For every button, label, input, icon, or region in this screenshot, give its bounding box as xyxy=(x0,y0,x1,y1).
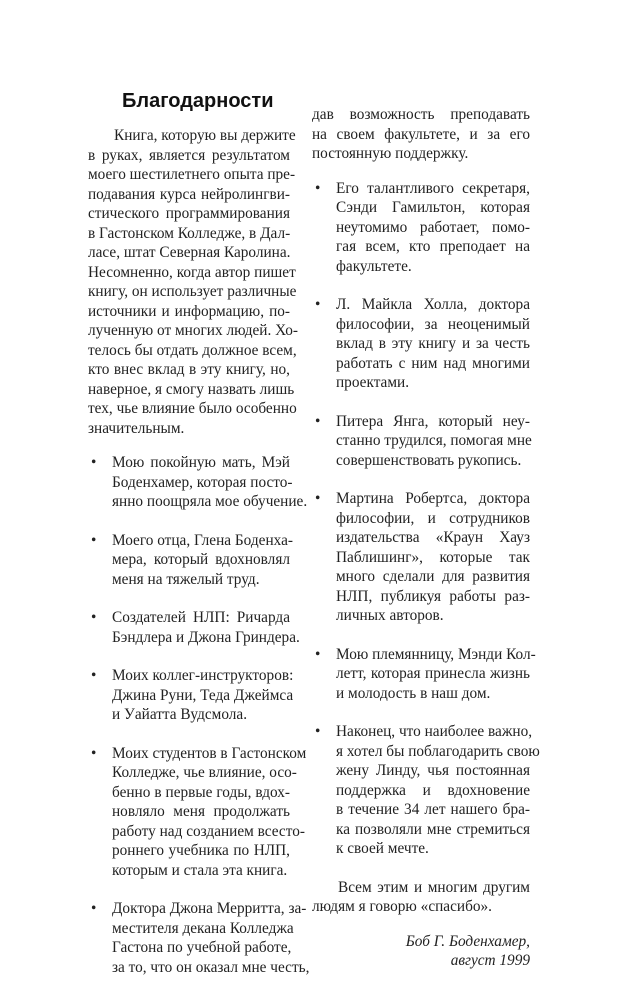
text-line: философии, за неоценимый xyxy=(336,315,530,333)
text-line: новляло меня продолжать xyxy=(112,803,290,820)
text-line: подавания курса нейролингви- xyxy=(88,185,290,203)
text-line: которым и стала эта книга. xyxy=(112,861,288,879)
bullet-icon: • xyxy=(315,490,321,507)
bullet-icon: • xyxy=(91,744,97,762)
text-line: Мартина Робертса, доктора xyxy=(336,490,530,507)
list-item xyxy=(88,899,310,977)
text-line: бенно в первые годы, вдох- xyxy=(112,783,290,801)
list-item xyxy=(88,608,300,647)
text-line: в течение 34 лет нашего бра- xyxy=(336,801,530,818)
text-line: на своем факультете, и за его xyxy=(312,125,530,143)
text-line: источники и информацию, по- xyxy=(88,302,290,320)
text-line: лученную от многих людей. Хо- xyxy=(88,322,298,339)
text-line: Моих коллег-инструкторов: xyxy=(112,667,294,684)
text-line: Боденхамер, которая посто- xyxy=(112,473,293,491)
list-item xyxy=(312,295,530,393)
text-line: в Гастонском Колледже, в Дал- xyxy=(88,224,291,242)
text-line: неутомимо работает, помо- xyxy=(336,218,530,236)
text-line: вклад в эту книгу и за честь xyxy=(336,335,530,352)
text-line: станно трудился, помогая мне xyxy=(336,432,532,449)
text-line: Сэнди Гамильтон, которая xyxy=(336,199,530,216)
text-line: Л. Майкла Холла, доктора xyxy=(336,296,530,313)
bullet-icon: • xyxy=(315,179,321,197)
text-line: роннего учебника по НЛП, xyxy=(112,842,290,859)
page-title: Благодарности xyxy=(122,90,274,112)
text-line: совершенствовать рукопись. xyxy=(336,451,522,469)
text-line: Несомненно, когда автор пишет xyxy=(88,263,296,281)
list-item xyxy=(312,412,530,471)
text-line: книгу, он использует различные xyxy=(88,283,297,300)
text-line: янно поощряла мое обучение. xyxy=(112,493,308,510)
text-line: Паблишинг», которые так xyxy=(336,548,530,566)
bullet-icon: • xyxy=(91,454,97,471)
text-line: постоянную поддержку. xyxy=(312,145,469,162)
text-line: ка позволяли мне стремиться xyxy=(336,820,530,838)
text-line: жену Линду, чья постоянная xyxy=(336,762,530,779)
text-line: людям я говорю «спасибо». xyxy=(312,898,492,915)
text-line: Книга, которую вы держите xyxy=(114,127,296,144)
text-line: Доктора Джона Мерритта, за- xyxy=(112,900,307,917)
text-line: НЛП, публикуя работы раз- xyxy=(336,587,530,605)
text-line: Всем этим и многим другим xyxy=(338,878,530,896)
text-line: Моих студентов в Гастонском xyxy=(112,744,307,762)
text-line: Наконец, что наиболее важно, xyxy=(336,723,533,740)
bullet-icon: • xyxy=(91,900,97,917)
text-line: много сделали для развития xyxy=(336,568,530,585)
text-line: Создателей НЛП: Ричарда xyxy=(112,609,290,626)
text-line: наверное, я смогу назвать лишь xyxy=(88,380,295,398)
text-line: за то, что он оказал мне честь, xyxy=(112,958,310,976)
list-item xyxy=(312,722,540,859)
list-item xyxy=(88,531,293,590)
list-item xyxy=(312,645,536,704)
bullet-icon: • xyxy=(315,296,321,313)
text-line: и Уайатта Вудсмола. xyxy=(112,706,248,723)
text-line: Питера Янга, который неу- xyxy=(336,412,530,430)
text-line: личных авторов. xyxy=(336,607,444,624)
text-line: летт, которая принесла жизнь xyxy=(336,665,530,682)
bullet-icon: • xyxy=(91,609,97,626)
text-line: Гастона по учебной работе, xyxy=(112,939,292,956)
text-line: телось бы отдать должное всем, xyxy=(88,341,297,359)
text-line: в руках, является результатом xyxy=(88,146,290,164)
left-column xyxy=(88,126,310,996)
text-line: проектами. xyxy=(336,374,410,391)
text-line: гая всем, кто преподает на xyxy=(336,238,530,255)
text-line: Колледже, чье влияние, осо- xyxy=(112,764,297,781)
text-line: работать с ним над многими xyxy=(336,354,530,372)
list-item xyxy=(312,179,530,277)
text-line: Мою племянницу, Мэнди Кол- xyxy=(336,645,536,663)
intro-paragraph xyxy=(88,126,298,438)
text-line: Его талантливого секретаря, xyxy=(336,179,530,197)
text-line: значительным. xyxy=(88,419,185,437)
text-line: к своей мечте. xyxy=(336,840,429,857)
text-line: факультете. xyxy=(336,257,412,275)
list-item xyxy=(88,666,294,725)
text-line: издательства «Краун Хауз xyxy=(336,529,530,546)
signature-name: Боб Г. Боденхамер, xyxy=(405,932,530,950)
text-line: дав возможность преподавать xyxy=(312,106,530,123)
bullet-icon: • xyxy=(91,531,97,549)
text-line: ласе, штат Северная Каролина. xyxy=(88,244,291,261)
text-line: мера, который вдохновлял xyxy=(112,551,290,568)
closing-paragraph xyxy=(312,878,530,917)
right-bullet-list xyxy=(312,179,540,859)
text-line: я хотел бы поблагодарить свою xyxy=(336,742,540,760)
text-line: Джина Руни, Теда Джеймса xyxy=(112,686,294,704)
bullet-icon: • xyxy=(315,412,321,430)
list-item xyxy=(88,453,308,512)
bullet-icon: • xyxy=(315,645,321,663)
text-line: и молодость в наш дом. xyxy=(336,684,491,702)
left-bullet-list xyxy=(88,453,310,977)
text-line: поддержка и вдохновение xyxy=(336,781,530,799)
text-line: Мою покойную мать, Мэй xyxy=(112,454,290,471)
text-line: стического программирования xyxy=(88,205,290,222)
signature-date: август 1999 xyxy=(450,952,530,969)
text-line: тех, чье влияние было особенно xyxy=(88,400,297,417)
bullet-icon: • xyxy=(315,723,321,740)
text-line: работу над созданием всесто- xyxy=(112,822,305,840)
text-line: Бэндлера и Джона Гриндера. xyxy=(112,628,300,646)
signature xyxy=(312,932,530,971)
bullet-icon: • xyxy=(91,667,97,684)
text-line: местителя декана Колледжа xyxy=(112,919,294,937)
list-item xyxy=(312,489,530,626)
continuation-paragraph xyxy=(312,105,530,164)
text-line: Моего отца, Глена Боденха- xyxy=(112,531,293,549)
text-line: моего шестилетнего опыта пре- xyxy=(88,166,296,183)
list-item xyxy=(88,744,307,881)
text-line: кто внес вклад в эту книгу, но, xyxy=(88,361,290,378)
right-column xyxy=(312,105,540,971)
text-line: философии, и сотрудников xyxy=(336,509,530,527)
text-line: меня на тяжелый труд. xyxy=(112,570,260,588)
